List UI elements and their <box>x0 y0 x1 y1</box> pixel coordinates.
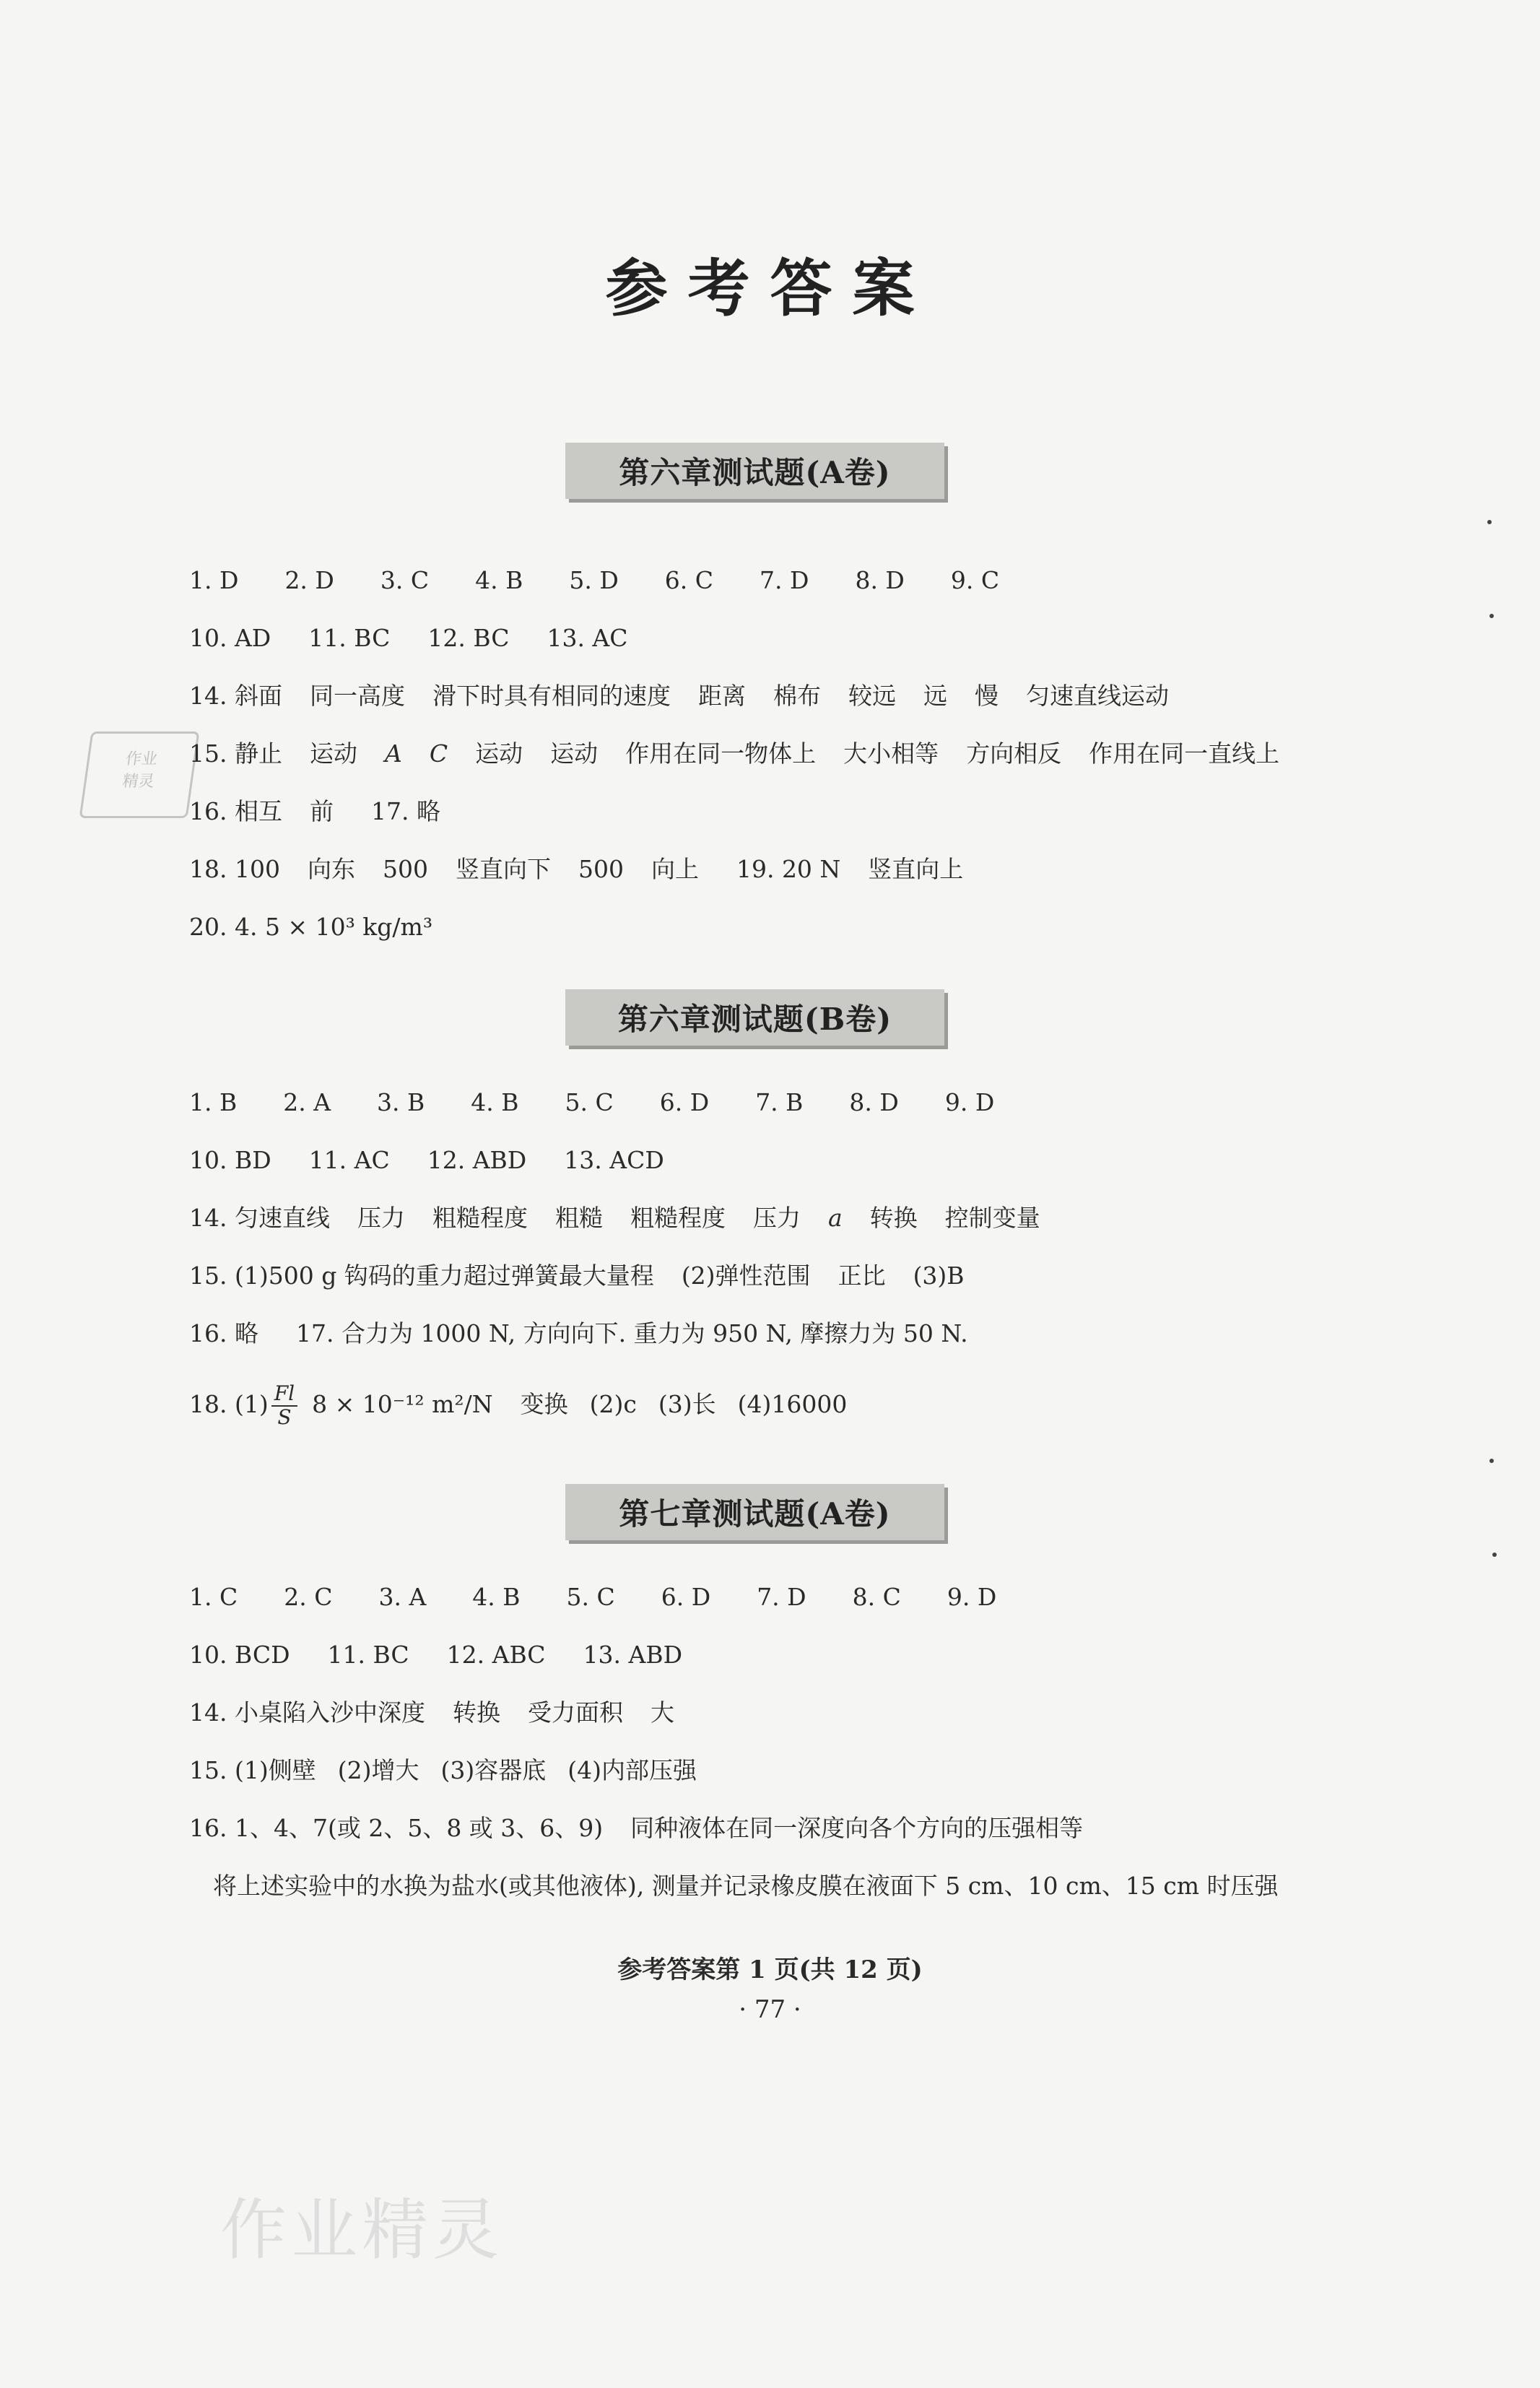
answer-row: 1. D 2. D 3. C 4. B 5. D 6. C 7. D 8. D 9. C <box>189 566 1000 594</box>
answer-row: 15. (1)侧壁 (2)增大 (3)容器底 (4)内部压强 <box>189 1756 697 1784</box>
answer-row: 10. BD 11. AC 12. ABD 13. ACD <box>189 1146 664 1174</box>
answer-row: 10. AD 11. BC 12. BC 13. AC <box>189 624 628 652</box>
page-number: · 77 · <box>739 1995 801 2024</box>
watermark-stamp: 作业 精灵 <box>79 731 200 818</box>
answer-row: 18. 100 向东 500 竖直向下 500 向上 19. 20 N 竖直向上 <box>189 855 964 883</box>
answer-row: 10. BCD 11. BC 12. ABC 13. ABD <box>189 1641 683 1669</box>
page-title: 参考答案 <box>605 252 935 325</box>
answer-row: 14. 小桌陷入沙中深度 转换 受力面积 大 <box>189 1698 674 1727</box>
answer-row: 1. B 2. A 3. B 4. B 5. C 6. D 7. B 8. D 9. D <box>189 1088 995 1116</box>
fraction: $\frac{Fl}{S}$ <box>271 1383 297 1429</box>
footer-title: 参考答案第 1 页(共 12 页) <box>617 1955 923 1984</box>
answer-row: 20. 4. 5 × 10³ kg/m³ <box>189 913 433 941</box>
answer-row: 15. 静止 运动 A C 运动 运动 作用在同一物体上 大小相等 方向相反 作用在同一直线上 <box>189 739 1280 768</box>
answer-row: 15. (1)500 g 钩码的重力超过弹簧最大量程 (2)弹性范围 正比 (3)B <box>189 1262 965 1290</box>
answer-row: 1. C 2. C 3. A 4. B 5. C 6. D 7. D 8. C 9. D <box>189 1583 997 1611</box>
scan-mark <box>1489 1459 1494 1463</box>
section-header-ch6-b: 第六章测试题(B卷) <box>565 989 944 1046</box>
answer-row: 16. 相互 前 17. 略 <box>189 797 440 825</box>
scan-mark <box>1492 1553 1497 1557</box>
scan-mark <box>1489 614 1494 618</box>
answer-row: 16. 1、4、7(或 2、5、8 或 3、6、9) 同种液体在同一深度向各个方向的压强相等 <box>189 1814 1084 1842</box>
answer-row: 14. 斜面 同一高度 滑下时具有相同的速度 距离 棉布 较远 远 慢 匀速直线运动 <box>189 682 1169 710</box>
scan-mark <box>1487 520 1492 524</box>
answer-row: 14. 匀速直线 压力 粗糙程度 粗糙 粗糙程度 压力 a 转换 控制变量 <box>189 1204 1040 1232</box>
answer-row-18: 18. (1) $\frac{Fl}{S}$ 8 × 10⁻¹² m²/N 变换 (2)c (3)长 (4)16000 <box>189 1381 848 1429</box>
section-header-ch7-a: 第七章测试题(A卷) <box>565 1484 944 1540</box>
answer-row: 16. 略 17. 合力为 1000 N, 方向向下. 重力为 950 N, 摩擦力为 50 N. <box>189 1319 968 1347</box>
answer-row: 将上述实验中的水换为盐水(或其他液体), 测量并记录橡皮膜在液面下 5 cm、10 cm、15 cm 时压强 <box>189 1872 1279 1900</box>
section-header-ch6-a: 第六章测试题(A卷) <box>565 443 944 499</box>
watermark-text: 作业精灵 <box>220 2192 504 2269</box>
